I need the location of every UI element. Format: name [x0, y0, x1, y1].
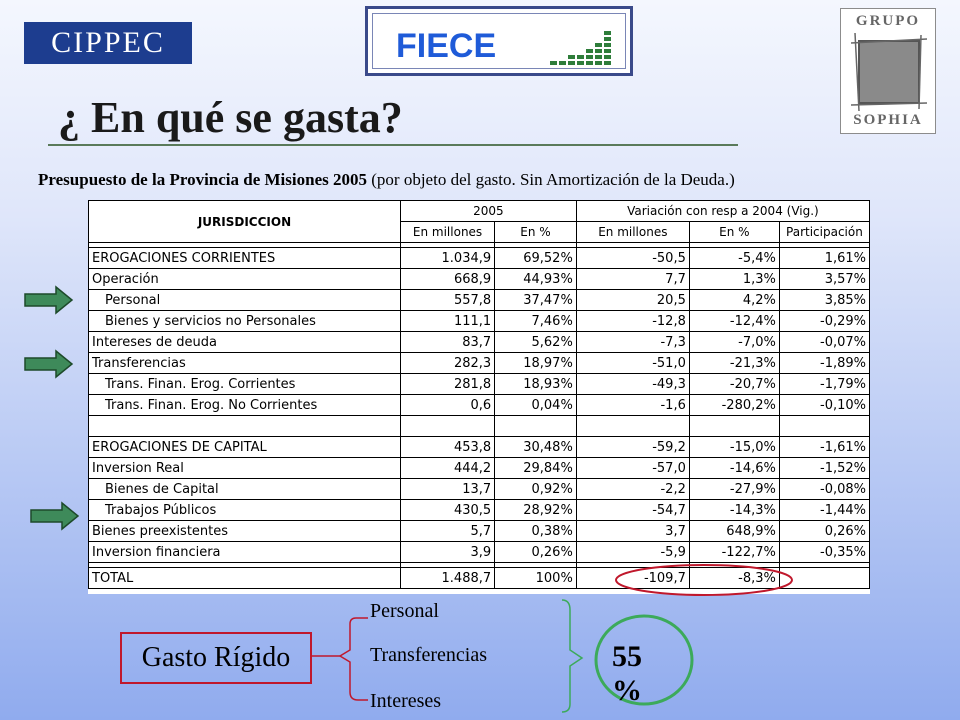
cell: -0,07% — [779, 332, 869, 353]
cell: -1,6 — [576, 395, 689, 416]
cell: -20,7% — [689, 374, 779, 395]
table-row — [89, 269, 870, 290]
cell: -280,2% — [689, 395, 779, 416]
gasto-item: Transferencias — [370, 644, 488, 666]
title-underline — [48, 144, 738, 146]
cell: 0,38% — [495, 521, 577, 542]
budget-table-container — [88, 200, 870, 594]
cell: 1.488,7 — [400, 568, 494, 589]
cell: -51,0 — [576, 353, 689, 374]
cell: 1.034,9 — [400, 248, 494, 269]
table-row — [89, 521, 870, 542]
gasto-item: Personal — [370, 600, 439, 622]
table-row — [89, 437, 870, 458]
cell: -7,3 — [576, 332, 689, 353]
highlight-oval-icon — [612, 562, 796, 598]
cell: 430,5 — [400, 500, 494, 521]
cell: 668,9 — [400, 269, 494, 290]
row-label: Personal — [89, 290, 401, 311]
cell: 5,62% — [495, 332, 577, 353]
header-variation: Variación con resp a 2004 (Vig.) — [576, 201, 869, 222]
cell: 7,7 — [576, 269, 689, 290]
cell: 0,04% — [495, 395, 577, 416]
subtitle-bold: Presupuesto de la Provincia de Misiones 2005 — [38, 170, 367, 189]
cell: 83,7 — [400, 332, 494, 353]
table-row — [89, 458, 870, 479]
cell: 69,52% — [495, 248, 577, 269]
cell: 0,26% — [779, 521, 869, 542]
table-row — [89, 332, 870, 353]
cell: 100% — [495, 568, 577, 589]
cell: -5,4% — [689, 248, 779, 269]
cell: -8,3% — [689, 568, 779, 589]
row-label: Inversion Real — [89, 458, 401, 479]
grupo-sophia-bottom-text: SOPHIA — [853, 112, 923, 128]
cell: -12,4% — [689, 311, 779, 332]
table-row — [89, 500, 870, 521]
table-row — [89, 374, 870, 395]
cell: 20,5 — [576, 290, 689, 311]
cell: 648,9% — [689, 521, 779, 542]
row-label: Inversion financiera — [89, 542, 401, 563]
cell: -1,79% — [779, 374, 869, 395]
cell: -7,0% — [689, 332, 779, 353]
header-year: 2005 — [400, 201, 576, 222]
header-col: En millones — [400, 222, 494, 243]
cell: 1,61% — [779, 248, 869, 269]
cell: -2,2 — [576, 479, 689, 500]
header-jurisdiccion: JURISDICCION — [89, 201, 401, 243]
cell: 281,8 — [400, 374, 494, 395]
cell: -50,5 — [576, 248, 689, 269]
row-label: Trabajos Públicos — [89, 500, 401, 521]
cell: 3,57% — [779, 269, 869, 290]
cell: 44,93% — [495, 269, 577, 290]
table-row — [89, 542, 870, 563]
fiece-logo-text: FIECE — [396, 27, 497, 65]
table-row — [89, 311, 870, 332]
cell: 28,92% — [495, 500, 577, 521]
cell: -1,89% — [779, 353, 869, 374]
cell: -0,35% — [779, 542, 869, 563]
gasto-rigido-box: Gasto Rígido — [120, 632, 312, 684]
row-label: TOTAL — [89, 568, 401, 589]
cell: -14,6% — [689, 458, 779, 479]
cell: 557,8 — [400, 290, 494, 311]
row-label: Trans. Finan. Erog. No Corrientes — [89, 395, 401, 416]
cell: 29,84% — [495, 458, 577, 479]
cell: 0,92% — [495, 479, 577, 500]
table-row — [89, 479, 870, 500]
row-label: Intereses de deuda — [89, 332, 401, 353]
cell: -49,3 — [576, 374, 689, 395]
row-label: Bienes de Capital — [89, 479, 401, 500]
cell: -27,9% — [689, 479, 779, 500]
gasto-item: Intereses — [370, 690, 442, 712]
row-label: Bienes y servicios no Personales — [89, 311, 401, 332]
cell: -12,8 — [576, 311, 689, 332]
cell: -54,7 — [576, 500, 689, 521]
cell: 453,8 — [400, 437, 494, 458]
cell: 5,7 — [400, 521, 494, 542]
grupo-sophia-logo — [840, 8, 936, 134]
cell: 3,9 — [400, 542, 494, 563]
cell: -14,3% — [689, 500, 779, 521]
cell: 18,93% — [495, 374, 577, 395]
cell: 30,48% — [495, 437, 577, 458]
cell: 18,97% — [495, 353, 577, 374]
cell: 3,7 — [576, 521, 689, 542]
cell: -0,29% — [779, 311, 869, 332]
row-label: EROGACIONES CORRIENTES — [89, 248, 401, 269]
cell: -0,10% — [779, 395, 869, 416]
arrow-right-icon — [30, 501, 80, 531]
header-col: En % — [689, 222, 779, 243]
cell: 0,6 — [400, 395, 494, 416]
cell: -1,44% — [779, 500, 869, 521]
cell: -57,0 — [576, 458, 689, 479]
arrow-right-icon — [24, 285, 74, 315]
header-col: Participación — [779, 222, 869, 243]
row-label: Bienes preexistentes — [89, 521, 401, 542]
cell: 13,7 — [400, 479, 494, 500]
fiece-logo — [365, 6, 633, 76]
header-col: En % — [495, 222, 577, 243]
fiece-bars-icon — [546, 19, 616, 67]
table-row — [89, 395, 870, 416]
budget-table — [88, 200, 870, 589]
subtitle-note: (por objeto del gasto. Sin Amortización de la Deuda.) — [371, 170, 735, 189]
cell: 111,1 — [400, 311, 494, 332]
cell: 3,85% — [779, 290, 869, 311]
table-row — [89, 290, 870, 311]
row-label: Operación — [89, 269, 401, 290]
cell: 7,46% — [495, 311, 577, 332]
grupo-sophia-square-icon — [851, 33, 927, 111]
grupo-sophia-top-text: GRUPO — [855, 13, 921, 29]
cell: -122,7% — [689, 542, 779, 563]
cell: 37,47% — [495, 290, 577, 311]
slide-title: ¿ En qué se gasta? — [58, 93, 403, 142]
cell: 282,3 — [400, 353, 494, 374]
cell: 4,2% — [689, 290, 779, 311]
slide-subtitle — [38, 170, 735, 190]
row-label: Transferencias — [89, 353, 401, 374]
percent-value: 55 % — [612, 640, 642, 707]
cippec-logo: CIPPEC — [24, 22, 192, 64]
cell: -1,52% — [779, 458, 869, 479]
cell: -59,2 — [576, 437, 689, 458]
cell: -1,61% — [779, 437, 869, 458]
header-row-1 — [89, 201, 870, 222]
cell: -5,9 — [576, 542, 689, 563]
cell: 1,3% — [689, 269, 779, 290]
arrow-right-icon — [24, 349, 74, 379]
table-row — [89, 353, 870, 374]
spacer-row — [89, 416, 870, 437]
cell: -109,7 — [576, 568, 689, 589]
cell: -0,08% — [779, 479, 869, 500]
cell: 0,26% — [495, 542, 577, 563]
row-label: EROGACIONES DE CAPITAL — [89, 437, 401, 458]
table-row — [89, 248, 870, 269]
row-label: Trans. Finan. Erog. Corrientes — [89, 374, 401, 395]
cell: -21,3% — [689, 353, 779, 374]
header-col: En millones — [576, 222, 689, 243]
cell: 444,2 — [400, 458, 494, 479]
cell: -15,0% — [689, 437, 779, 458]
